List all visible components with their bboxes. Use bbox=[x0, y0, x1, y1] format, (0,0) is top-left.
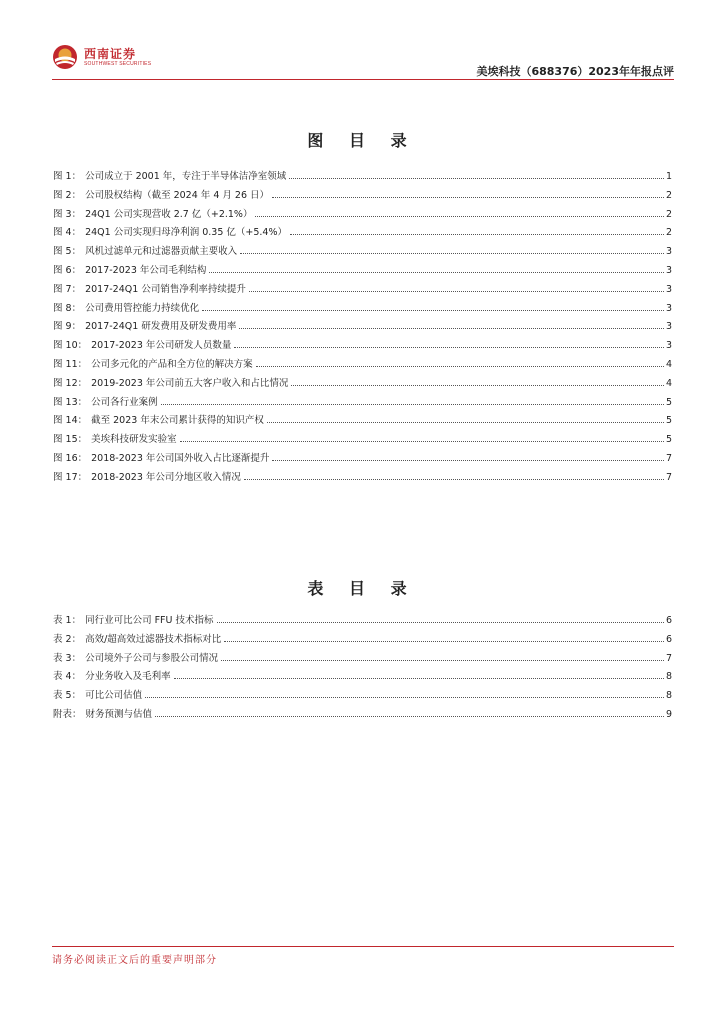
toc-entry-title[interactable]: 公司成立于 2001 年，专注于半导体洁净室领域 bbox=[85, 171, 287, 182]
toc-entry-page[interactable]: 6 bbox=[665, 615, 672, 626]
toc-entry-number: 图 15： bbox=[53, 434, 88, 446]
toc-entry-page[interactable]: 3 bbox=[665, 283, 672, 295]
toc-dot-leader bbox=[256, 366, 664, 367]
header-divider bbox=[52, 79, 674, 80]
toc-dot-leader bbox=[255, 216, 664, 217]
toc-entry-title[interactable]: 风机过滤单元和过滤器贡献主要收入 bbox=[85, 246, 238, 258]
toc-entry-page[interactable]: 3 bbox=[665, 246, 672, 258]
toc-entry-number: 图 6： bbox=[53, 264, 82, 276]
toc-dot-leader bbox=[174, 678, 664, 679]
toc-entry-page[interactable]: 7 bbox=[665, 471, 672, 483]
toc-entry-number: 图 16： bbox=[53, 452, 88, 464]
toc-entry-number: 表 1： bbox=[53, 615, 82, 626]
figure-toc-entry[interactable] bbox=[53, 431, 672, 450]
toc-dot-leader bbox=[209, 272, 664, 273]
table-toc-entry[interactable] bbox=[53, 668, 672, 687]
logo-sun-icon bbox=[52, 44, 78, 70]
toc-entry-page[interactable]: 8 bbox=[665, 690, 672, 702]
toc-entry-page[interactable]: 2 bbox=[665, 208, 672, 220]
toc-entry-title[interactable]: 美埃科技研发实验室 bbox=[91, 434, 177, 446]
tables-toc-list bbox=[53, 612, 672, 725]
table-toc-entry[interactable] bbox=[53, 706, 672, 725]
toc-entry-page[interactable]: 7 bbox=[665, 452, 672, 464]
toc-dot-leader bbox=[272, 460, 664, 461]
toc-entry-title[interactable]: 公司股权结构（截至 2024 年 4 月 26 日） bbox=[85, 189, 270, 201]
toc-dot-leader bbox=[291, 385, 664, 386]
toc-dot-leader bbox=[289, 178, 664, 179]
footer-disclaimer: 请务必阅读正文后的重要声明部分 bbox=[52, 955, 217, 966]
toc-entry-page[interactable]: 9 bbox=[665, 708, 672, 720]
figure-toc-entry[interactable] bbox=[53, 243, 672, 262]
report-title: 美埃科技（688376）2023年年报点评 bbox=[476, 65, 674, 78]
toc-entry-title[interactable]: 2019-2023 年公司前五大客户收入和占比情况 bbox=[91, 377, 289, 389]
toc-dot-leader bbox=[234, 347, 664, 348]
figures-toc-list bbox=[53, 168, 672, 488]
toc-entry-page[interactable]: 5 bbox=[665, 415, 672, 427]
toc-entry-page[interactable]: 4 bbox=[665, 377, 672, 389]
toc-entry-page[interactable]: 1 bbox=[665, 171, 672, 182]
toc-entry-number: 图 5： bbox=[53, 246, 82, 258]
figure-toc-entry[interactable] bbox=[53, 300, 672, 319]
toc-dot-leader bbox=[221, 660, 664, 661]
figure-toc-entry[interactable] bbox=[53, 206, 672, 225]
footer-divider bbox=[52, 946, 674, 947]
toc-entry-page[interactable]: 6 bbox=[665, 633, 672, 645]
table-toc-entry[interactable] bbox=[53, 631, 672, 650]
toc-entry-number: 图 10： bbox=[53, 340, 88, 352]
toc-entry-number: 图 1： bbox=[53, 171, 82, 182]
toc-dot-leader bbox=[145, 697, 664, 698]
toc-entry-number: 图 17： bbox=[53, 471, 88, 483]
toc-entry-title[interactable]: 截至 2023 年末公司累计获得的知识产权 bbox=[91, 415, 264, 427]
toc-entry-number: 图 13： bbox=[53, 396, 88, 408]
toc-entry-page[interactable]: 2 bbox=[665, 189, 672, 201]
figure-toc-entry[interactable] bbox=[53, 412, 672, 431]
toc-entry-title[interactable]: 公司费用管控能力持续优化 bbox=[85, 302, 200, 314]
toc-entry-title[interactable]: 公司多元化的产品和全方位的解决方案 bbox=[91, 358, 253, 370]
toc-entry-number: 图 14： bbox=[53, 415, 88, 427]
company-logo bbox=[52, 44, 151, 70]
toc-entry-title[interactable]: 公司境外子公司与参股公司情况 bbox=[85, 652, 219, 664]
toc-entry-title[interactable]: 2017-2023 年公司研发人员数量 bbox=[91, 340, 232, 352]
figure-toc-entry[interactable] bbox=[53, 224, 672, 243]
toc-entry-number: 图 8： bbox=[53, 302, 82, 314]
toc-dot-leader bbox=[244, 479, 664, 480]
toc-entry-number: 附表： bbox=[53, 708, 82, 720]
toc-dot-leader bbox=[272, 197, 664, 198]
page-header bbox=[52, 40, 674, 80]
figure-toc-entry[interactable] bbox=[53, 450, 672, 469]
toc-entry-number: 表 4： bbox=[53, 671, 82, 683]
table-toc-entry[interactable] bbox=[53, 687, 672, 706]
toc-entry-page[interactable]: 3 bbox=[665, 340, 672, 352]
toc-dot-leader bbox=[155, 716, 664, 717]
toc-entry-page[interactable]: 3 bbox=[665, 302, 672, 314]
table-toc-entry[interactable] bbox=[53, 612, 672, 631]
toc-entry-number: 图 2： bbox=[53, 189, 82, 201]
toc-entry-page[interactable]: 5 bbox=[665, 396, 672, 408]
toc-entry-title[interactable]: 2017-24Q1 研发费用及研发费用率 bbox=[85, 321, 237, 333]
toc-entry-page[interactable]: 3 bbox=[665, 321, 672, 333]
figure-toc-entry[interactable] bbox=[53, 375, 672, 394]
figure-toc-entry[interactable] bbox=[53, 394, 672, 413]
toc-entry-title[interactable]: 同行业可比公司 FFU 技术指标 bbox=[85, 615, 214, 626]
toc-dot-leader bbox=[180, 441, 664, 442]
toc-entry-number: 图 9： bbox=[53, 321, 82, 333]
toc-entry-page[interactable]: 2 bbox=[665, 227, 672, 239]
toc-entry-title[interactable]: 分业务收入及毛利率 bbox=[85, 671, 171, 683]
toc-entry-number: 表 5： bbox=[53, 690, 82, 702]
toc-entry-title[interactable]: 2018-2023 年公司国外收入占比逐渐提升 bbox=[91, 452, 270, 464]
figure-toc-entry[interactable] bbox=[53, 281, 672, 300]
figures-toc-title: 图 目 录 bbox=[307, 131, 417, 150]
toc-entry-page[interactable]: 7 bbox=[665, 652, 672, 664]
logo-chinese-name: 西南证券 bbox=[84, 46, 137, 61]
toc-entry-number: 图 11： bbox=[53, 358, 88, 370]
toc-entry-title[interactable]: 2017-24Q1 公司销售净利率持续提升 bbox=[85, 283, 246, 295]
figure-toc-entry[interactable] bbox=[53, 168, 672, 187]
toc-entry-title[interactable]: 2017-2023 年公司毛利结构 bbox=[85, 264, 207, 276]
toc-entry-title[interactable]: 2018-2023 年公司分地区收入情况 bbox=[91, 471, 241, 483]
toc-dot-leader bbox=[267, 422, 664, 423]
toc-dot-leader bbox=[224, 641, 664, 642]
toc-entry-number: 表 2： bbox=[53, 633, 82, 645]
toc-entry-page[interactable]: 8 bbox=[665, 671, 672, 683]
figure-toc-entry[interactable] bbox=[53, 469, 672, 488]
toc-dot-leader bbox=[240, 253, 664, 254]
toc-entry-number: 图 4： bbox=[53, 227, 82, 239]
toc-entry-number: 表 3： bbox=[53, 652, 82, 664]
figure-toc-entry[interactable] bbox=[53, 262, 672, 281]
logo-english-name: SOUTHWEST SECURITIES bbox=[84, 60, 152, 67]
toc-dot-leader bbox=[290, 234, 664, 235]
figure-toc-entry[interactable] bbox=[53, 318, 672, 337]
toc-dot-leader bbox=[217, 622, 664, 623]
figure-toc-entry[interactable] bbox=[53, 337, 672, 356]
tables-toc-title: 表 目 录 bbox=[307, 579, 417, 598]
toc-entry-title[interactable]: 24Q1 公司实现归母净利润 0.35 亿（+5.4%） bbox=[85, 227, 287, 239]
toc-entry-title[interactable]: 24Q1 公司实现营收 2.7 亿（+2.1%） bbox=[85, 208, 253, 220]
figure-toc-entry[interactable] bbox=[53, 356, 672, 375]
toc-dot-leader bbox=[202, 310, 664, 311]
toc-entry-page[interactable]: 4 bbox=[665, 358, 672, 370]
toc-dot-leader bbox=[161, 404, 664, 405]
toc-entry-title[interactable]: 可比公司估值 bbox=[85, 690, 143, 702]
figure-toc-entry[interactable] bbox=[53, 187, 672, 206]
toc-entry-title[interactable]: 公司各行业案例 bbox=[91, 396, 158, 408]
toc-entry-title[interactable]: 财务预测与估值 bbox=[85, 708, 153, 720]
toc-entry-number: 图 7： bbox=[53, 283, 82, 295]
toc-entry-title[interactable]: 高效/超高效过滤器技术指标对比 bbox=[85, 633, 222, 645]
toc-entry-number: 图 3： bbox=[53, 208, 82, 220]
toc-entry-page[interactable]: 5 bbox=[665, 434, 672, 446]
toc-dot-leader bbox=[249, 291, 664, 292]
toc-entry-page[interactable]: 3 bbox=[665, 264, 672, 276]
toc-entry-number: 图 12： bbox=[53, 377, 88, 389]
toc-dot-leader bbox=[239, 328, 664, 329]
table-toc-entry[interactable] bbox=[53, 650, 672, 669]
